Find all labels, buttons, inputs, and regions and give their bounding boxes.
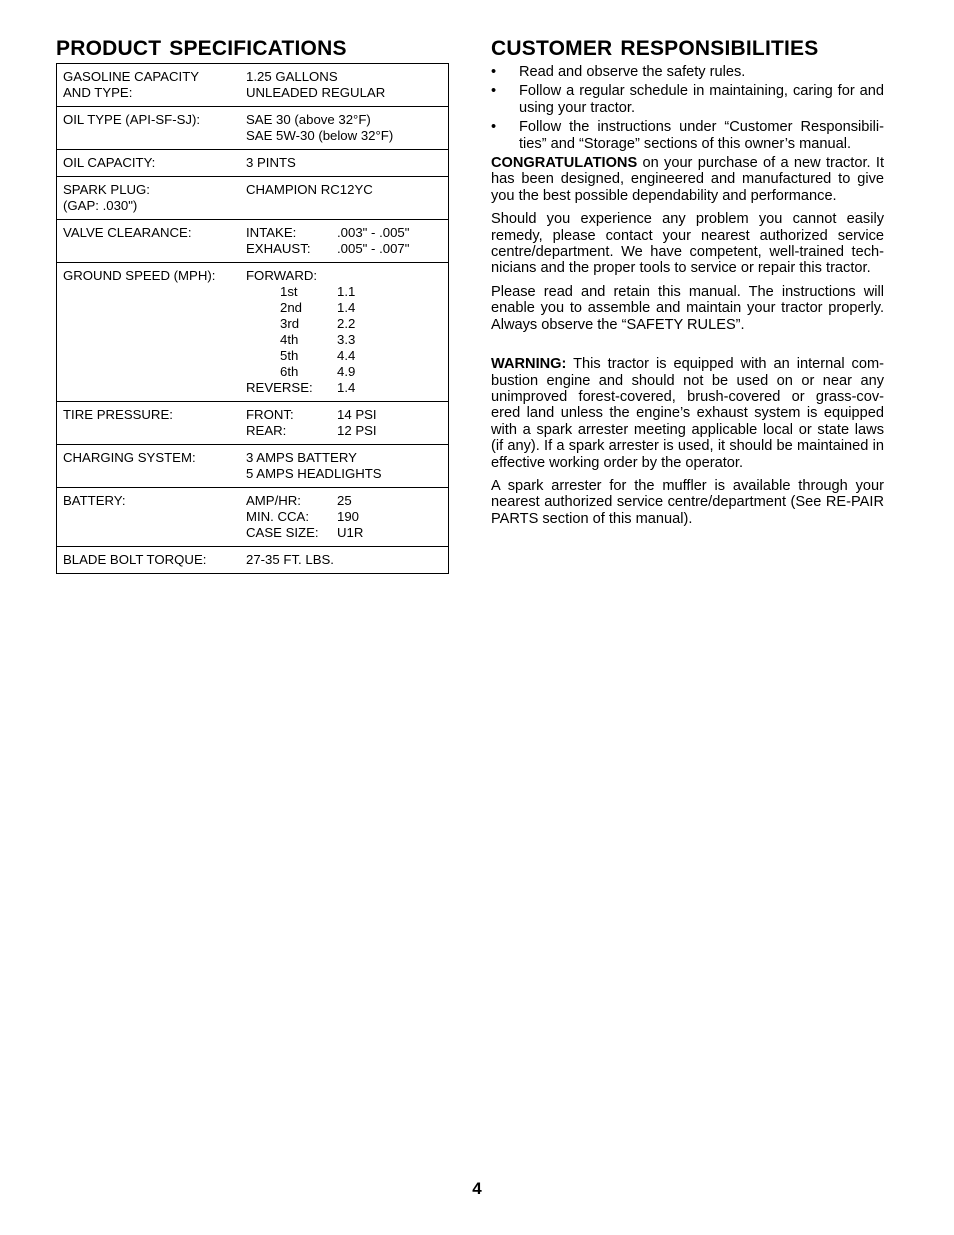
value-line: SAE 5W-30 (below 32°F) [246,128,394,143]
pair-value: .003" - .005" [337,225,410,240]
value-line: SAE 30 (above 32°F) [246,112,371,127]
gear-row [246,364,442,380]
gear-name: 4th [280,332,299,347]
gear-speed: 3.3 [337,332,356,347]
label-line: (GAP: .030") [63,198,138,213]
bullet-icon: • [491,119,497,136]
gear-speed: 4.9 [337,364,356,379]
spec-label: OIL TYPE (API-SF-SJ): [63,112,201,127]
spec-value [246,225,442,257]
bullet-icon: • [491,64,497,80]
paragraph-text: This tractor is equipped with an internal com-bustion engine and should not be used on or near any unimproved forest-covered, brush-covered or grass-cov-ered land unless the engine’s exhaust system is equipped with a spark arrester meeting applicable local or state laws (if any). If a spark arrester is used, it should be maintained in effective working order by the operator. [491,356,884,471]
spec-value [246,69,442,101]
pair-key: AMP/HR: [246,493,301,508]
value-line: 1.25 GALLONS [246,69,338,84]
value-line: UNLEADED REGULAR [246,85,386,100]
spec-label: BLADE BOLT TORQUE: [63,552,207,567]
title-word: RESPONSIBILITIES [620,37,819,60]
reverse-row [246,380,442,396]
spec-label [63,182,246,214]
section-title-specifications [56,36,449,62]
pair-key: REAR: [246,423,287,438]
pair-value: 12 PSI [337,423,377,438]
spec-label: OIL CAPACITY: [63,155,156,170]
spec-value: CHAMPION RC12YC [246,182,373,197]
pair-value: 1.4 [337,380,356,395]
forward-label: FORWARD: [246,268,318,283]
spec-table [56,63,449,574]
congratulations-heading: CONGRATULATIONS [491,155,638,172]
pair-value: .005" - .007" [337,241,410,256]
customer-responsibilities-section [491,36,884,534]
title-word: SPECIFICATIONS [169,37,347,60]
gear-name: 6th [280,364,299,379]
spec-row-oil-capacity [57,150,448,177]
gear-speed: 1.1 [337,284,356,299]
list-item [491,64,884,80]
value-pair [246,509,442,525]
spec-row-tire-pressure [57,402,448,445]
gear-speed: 4.4 [337,348,356,363]
pair-key: FRONT: [246,407,294,422]
warning-heading: WARNING: [491,356,567,373]
gear-name: 5th [280,348,299,363]
title-word: PRODUCT [56,37,162,60]
gear-row [246,348,442,364]
gear-speed: 1.4 [337,300,356,315]
pair-key: EXHAUST: [246,241,311,256]
value-pair [246,241,442,257]
gear-row [246,316,442,332]
pair-key: INTAKE: [246,225,297,240]
pair-value: 14 PSI [337,407,377,422]
title-word: CUSTOMER [491,37,613,60]
spec-row-valve-clearance [57,220,448,263]
pair-value: 190 [337,509,360,524]
spec-row-charging-system [57,445,448,488]
spec-row-spark-plug [57,177,448,220]
value-pair [246,225,442,241]
gear-name: 3rd [280,316,300,331]
spec-value [246,407,442,439]
spec-label: VALVE CLEARANCE: [63,225,192,240]
pair-key: MIN. CCA: [246,509,310,524]
pair-key: CASE SIZE: [246,525,319,540]
spec-label [63,69,246,101]
spec-value [246,112,442,144]
section-title-responsibilities [491,36,884,62]
list-item-text: Read and observe the safety rules. [519,64,746,80]
list-item-text: Follow the instructions under “Customer Responsibili-ties” and “Storage” sections of this owner’s manual. [519,119,884,152]
page-number: 4 [472,1179,482,1198]
spec-value: 3 PINTS [246,155,296,170]
gear-name: 2nd [280,300,303,315]
pair-value: U1R [337,525,364,540]
spec-label: BATTERY: [63,493,126,508]
label-line: AND TYPE: [63,85,133,100]
list-item-text: Follow a regular schedule in maintaining, caring for and using your tractor. [519,83,884,116]
service-paragraph: Should you experience any problem you cannot easily remedy, please contact your nearest authorized service centre/department. We have competent, well-trained tech-nicians and the proper tools to service or repair this tractor. [491,211,884,277]
list-item [491,119,884,152]
pair-value: 25 [337,493,352,508]
gear-row [246,332,442,348]
value-pair [246,493,442,509]
label-line: GASOLINE CAPACITY [63,69,200,84]
gear-name: 1st [280,284,298,299]
value-line: 3 AMPS BATTERY [246,450,357,465]
gear-row [246,284,442,300]
pair-key: REVERSE: [246,380,313,395]
paragraph-text: on your purchase of a new tractor. It has been designed, engineered and manufactured to give you the best possible dependability and performance. [491,155,884,204]
spec-row-oil-type [57,107,448,150]
list-item [491,83,884,116]
value-pair [246,423,442,439]
gear-speed: 2.2 [337,316,356,331]
value-pair [246,407,442,423]
label-line: SPARK PLUG: [63,182,150,197]
spark-arrester-paragraph: A spark arrester for the muffler is available through your nearest authorized service centre/department (See RE-PAIR PARTS section of this manual). [491,477,884,527]
spec-label: GROUND SPEED (MPH): [63,268,216,283]
spec-row-blade-bolt-torque [57,547,448,574]
value-pair [246,525,442,541]
congratulations-paragraph [491,155,884,204]
spec-row-battery [57,488,448,547]
retain-manual-paragraph: Please read and retain this manual. The instructions will enable you to assemble and maintain your tractor properly. Always observe the “SAFETY RULES”. [491,283,884,333]
spec-value: 27-35 FT. LBS. [246,552,334,567]
spec-row-ground-speed [57,263,448,402]
bullet-icon: • [491,83,497,100]
spec-label: TIRE PRESSURE: [63,407,173,422]
value-line: 5 AMPS HEADLIGHTS [246,466,382,481]
spec-value [246,450,442,482]
spec-label: CHARGING SYSTEM: [63,450,196,465]
product-specifications-section [56,36,449,574]
responsibility-list [491,64,884,152]
gear-row [246,300,442,316]
spec-value [246,268,442,396]
warning-paragraph [491,356,884,471]
spec-row-gasoline [57,64,448,107]
spec-value [246,493,442,541]
